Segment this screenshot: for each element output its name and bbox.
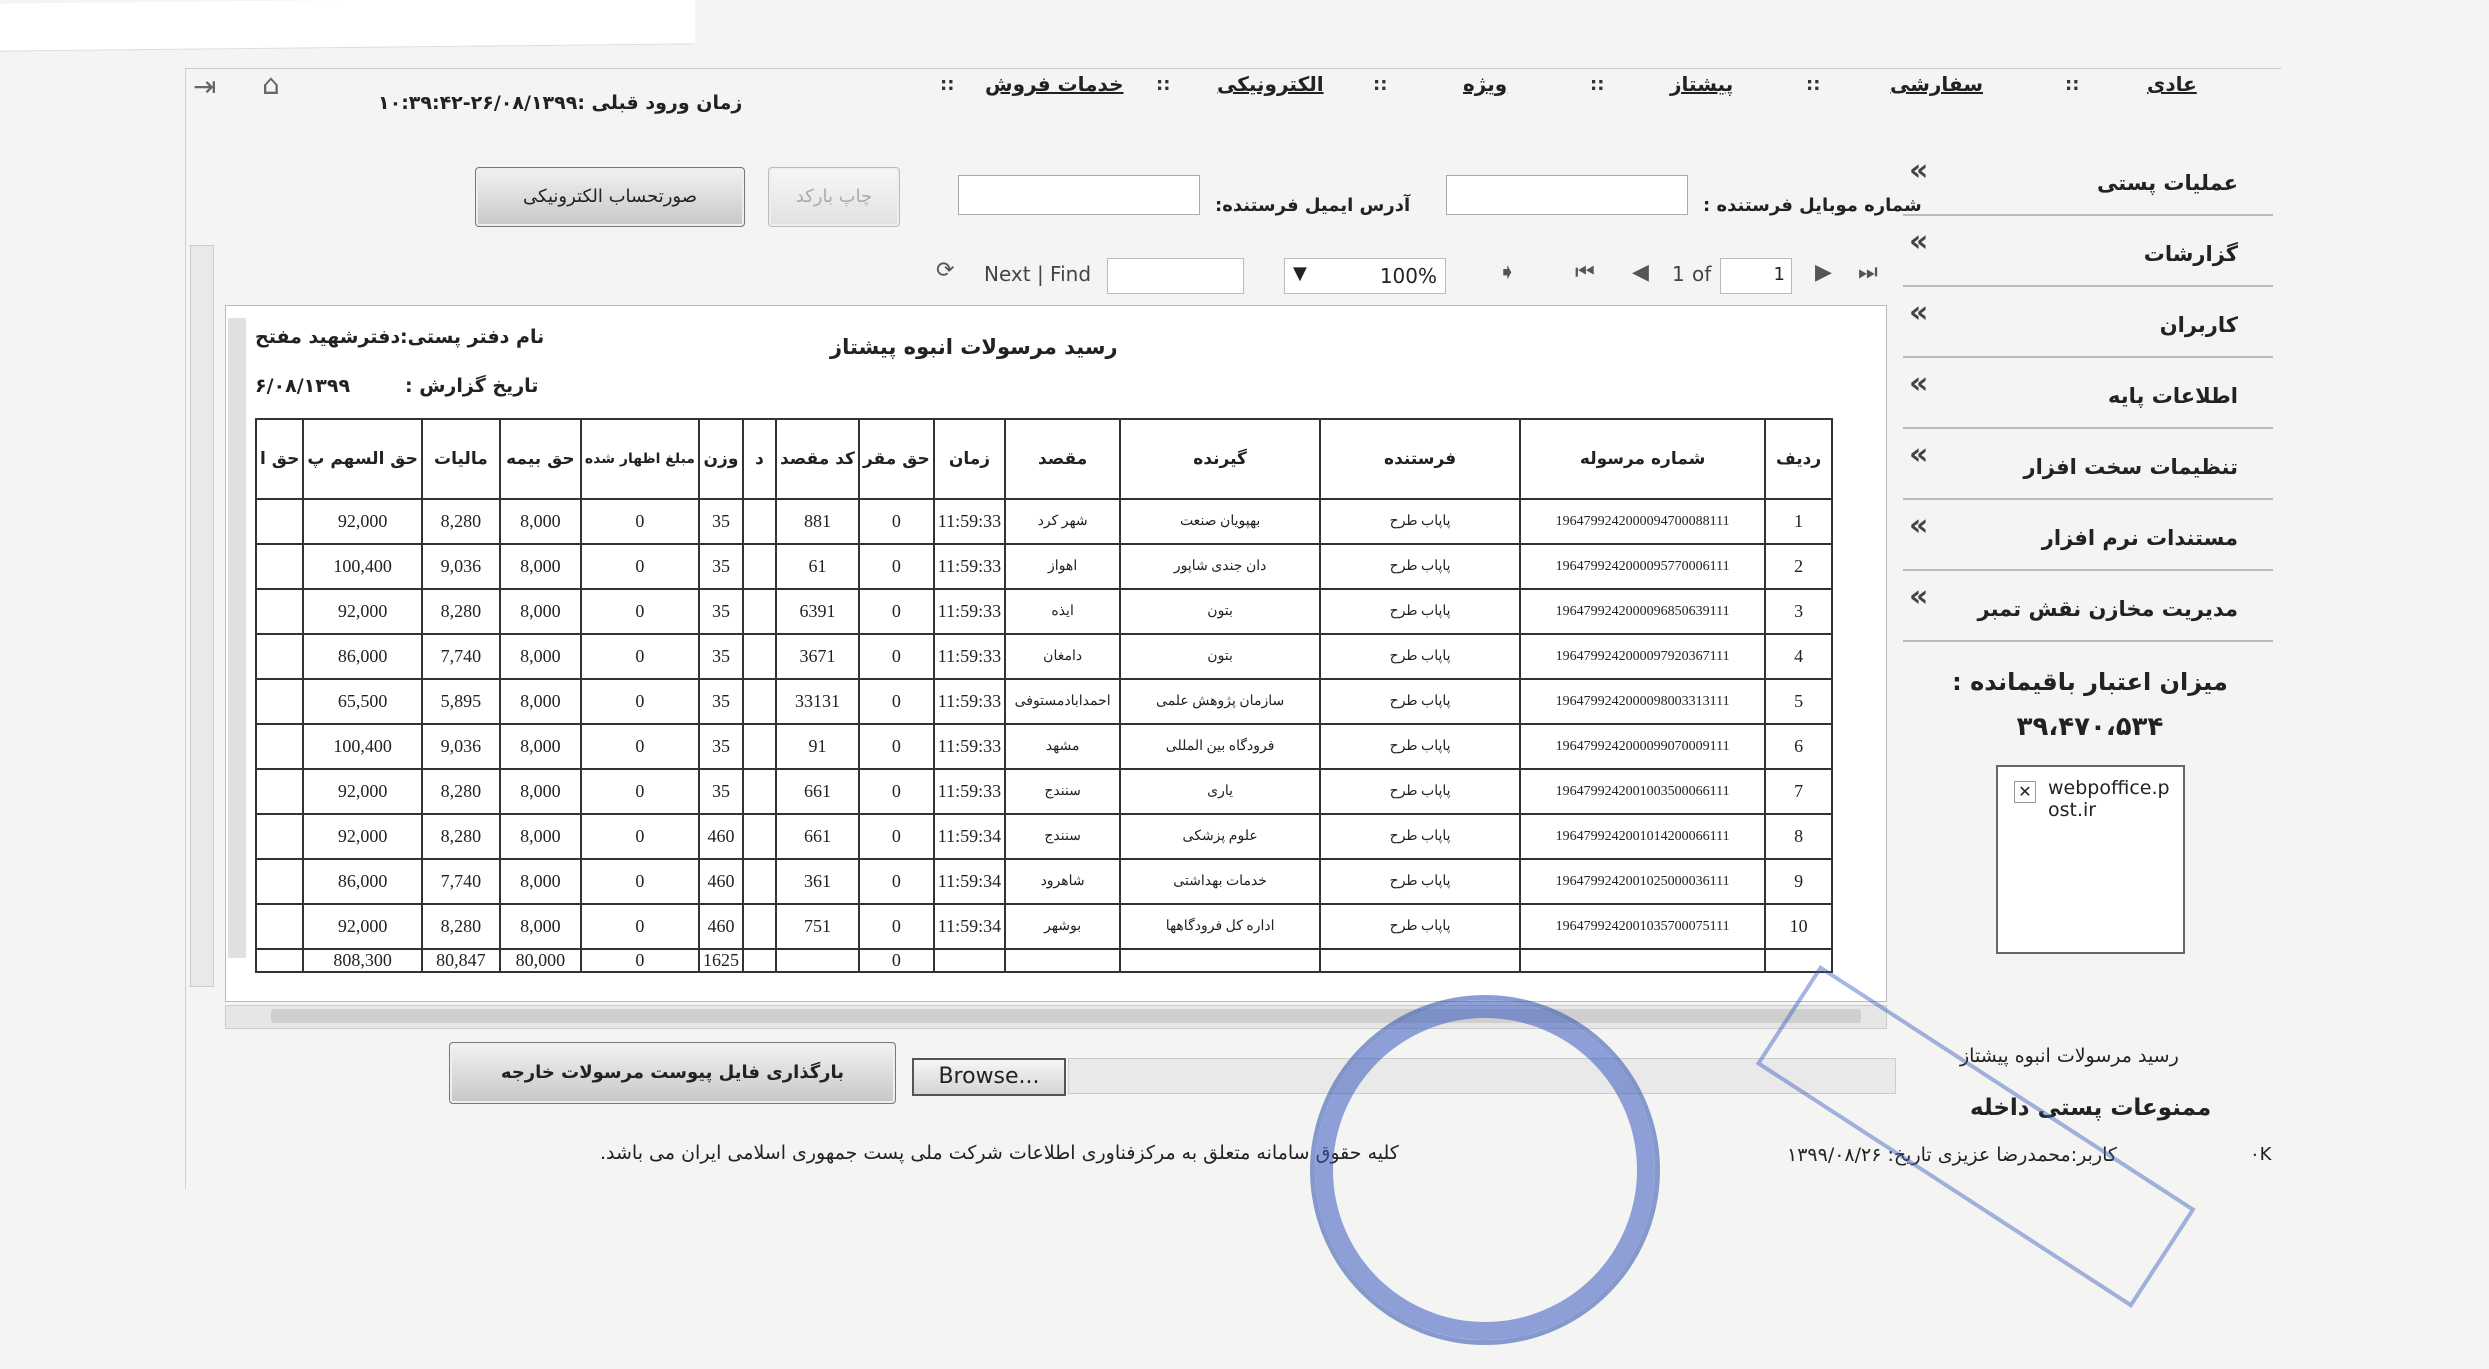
table-cell: 0 <box>581 634 699 679</box>
table-cell: علوم پزشکی <box>1120 814 1320 859</box>
table-cell: خدمات بهداشتی <box>1120 859 1320 904</box>
table-cell: 0 <box>859 544 934 589</box>
table-cell: 1964799242000096850639111 <box>1520 589 1765 634</box>
nav-item-adi[interactable]: عادی <box>2147 72 2197 96</box>
table-cell: بهپویان صنعت <box>1120 499 1320 544</box>
table-cell: 65,500 <box>303 679 422 724</box>
sidebar-item-label: اطلاعات پایه <box>2108 384 2238 408</box>
table-cell: سازمان پژوهش علمی <box>1120 679 1320 724</box>
table-cell: 0 <box>581 724 699 769</box>
table-cell: 0 <box>859 634 934 679</box>
total-cell: 0 <box>859 949 934 972</box>
report-title: رسید مرسولات انبوه پیشتاز <box>830 335 1118 359</box>
chevron-icon: « <box>1909 153 1929 188</box>
page-total: 1 <box>1672 262 1685 286</box>
table-cell: 35 <box>699 769 743 814</box>
col-header: شماره مرسوله <box>1520 419 1765 499</box>
nav-separator: :: <box>1590 74 1605 95</box>
table-cell: 0 <box>859 724 934 769</box>
nav-separator: :: <box>940 74 955 95</box>
table-cell: پاپاب طرح <box>1320 634 1520 679</box>
table-cell: 7 <box>1765 769 1832 814</box>
table-cell: 92,000 <box>303 769 422 814</box>
table-cell: 881 <box>776 499 859 544</box>
table-cell: 10 <box>1765 904 1832 949</box>
forbidden-items-link[interactable]: ممنوعات پستی داخله <box>1970 1095 2212 1121</box>
chevron-icon: « <box>1909 224 1929 259</box>
office-label: نام دفتر پستی: <box>400 326 545 348</box>
table-cell: 0 <box>859 679 934 724</box>
user-and-date: کاربر:محمدرضا عزیزی تاریخ: ۱۳۹۹/۰۸/۲۶ <box>1787 1144 2117 1166</box>
version-label: ۰K <box>2250 1144 2272 1165</box>
nav-item-sefareshi[interactable]: سفارشی <box>1890 72 1983 96</box>
sidebar-item-label: عملیات پستی <box>2097 171 2238 195</box>
table-cell: 5 <box>1765 679 1832 724</box>
table-cell: 1964799242001014200066111 <box>1520 814 1765 859</box>
table-cell: 8,280 <box>422 769 500 814</box>
report-date-value: ۶/۰۸/۱۳۹۹ <box>255 375 351 397</box>
table-cell: 8,280 <box>422 814 500 859</box>
sidebar-item-label: مستندات نرم افزار <box>2041 526 2238 550</box>
office-value: دفترشهید مفتح <box>255 326 401 348</box>
table-cell: 35 <box>699 634 743 679</box>
refresh-icon[interactable]: ⟳ <box>936 258 955 283</box>
table-cell: 0 <box>859 814 934 859</box>
table-cell: 4 <box>1765 634 1832 679</box>
table-cell: 8,000 <box>500 634 581 679</box>
table-cell: 3671 <box>776 634 859 679</box>
table-cell: اداره کل فرودگاهها <box>1120 904 1320 949</box>
col-header: مالیات <box>422 419 500 499</box>
table-cell: 8,000 <box>500 679 581 724</box>
page-value: 1 <box>1773 264 1785 285</box>
table-cell: 9,036 <box>422 724 500 769</box>
table-cell: مشهد <box>1005 724 1120 769</box>
table-cell: 91 <box>776 724 859 769</box>
col-header: زمان <box>934 419 1005 499</box>
col-header: فرستنده <box>1320 419 1520 499</box>
nav-separator: :: <box>1806 74 1821 95</box>
table-cell: 11:59:33 <box>934 769 1005 814</box>
table-cell: 7,740 <box>422 634 500 679</box>
col-header: د <box>743 419 776 499</box>
table-cell: 460 <box>699 859 743 904</box>
table-cell: 0 <box>581 499 699 544</box>
nav-item-electronic[interactable]: الکترونیکی <box>1217 72 1324 96</box>
table-cell: 2 <box>1765 544 1832 589</box>
print-barcode-button[interactable]: چاپ بارکد <box>768 167 900 227</box>
table-cell: بتون <box>1120 589 1320 634</box>
report-date-label: تاریخ گزارش : <box>405 375 539 397</box>
table-cell: 9 <box>1765 859 1832 904</box>
table-cell: دامغان <box>1005 634 1120 679</box>
table-cell: 8,000 <box>500 814 581 859</box>
page-frame <box>185 68 2281 1189</box>
table-cell: 100,400 <box>303 724 422 769</box>
table-cell: 92,000 <box>303 499 422 544</box>
table-cell: 8,280 <box>422 904 500 949</box>
exit-icon[interactable]: ⇥ <box>193 70 217 103</box>
table-cell: 0 <box>581 589 699 634</box>
table-cell: 61 <box>776 544 859 589</box>
table-cell: 661 <box>776 769 859 814</box>
browse-button[interactable]: Browse... <box>912 1058 1066 1096</box>
table-cell: 0 <box>859 499 934 544</box>
table-cell: پاپاب طرح <box>1320 679 1520 724</box>
table-cell: 35 <box>699 499 743 544</box>
link-text: webpoffice.post.ir <box>2048 777 2170 821</box>
table-cell: 11:59:33 <box>934 544 1005 589</box>
table-cell: 100,400 <box>303 544 422 589</box>
table-cell: 0 <box>581 769 699 814</box>
table-cell: 661 <box>776 814 859 859</box>
table-cell: 8,280 <box>422 499 500 544</box>
table-cell: 0 <box>581 544 699 589</box>
table-cell: 1964799242001025000036111 <box>1520 859 1765 904</box>
chevron-icon: « <box>1909 366 1929 401</box>
table-cell: پاپاب طرح <box>1320 499 1520 544</box>
table-cell: یاری <box>1120 769 1320 814</box>
nav-separator: :: <box>1156 74 1171 95</box>
table-cell: 35 <box>699 679 743 724</box>
sidebar-item-label: مدیریت مخازن نقش تمبر <box>1977 597 2238 621</box>
sidebar-item-label: کاربران <box>2159 313 2238 337</box>
table-cell: 5,895 <box>422 679 500 724</box>
table-cell: 8,000 <box>500 904 581 949</box>
total-cell: 0 <box>581 949 699 972</box>
torn-paper-strip <box>0 0 695 52</box>
table-cell: 8,000 <box>500 499 581 544</box>
home-icon[interactable]: ⌂ <box>262 68 280 101</box>
table-cell: پاپاب طرح <box>1320 904 1520 949</box>
table-cell: 9,036 <box>422 544 500 589</box>
table-cell: پاپاب طرح <box>1320 769 1520 814</box>
table-cell: 11:59:34 <box>934 904 1005 949</box>
table-cell: 1964799242000098003313111 <box>1520 679 1765 724</box>
table-cell: 1 <box>1765 499 1832 544</box>
chevron-down-icon: ▼ <box>1293 263 1307 284</box>
nav-item-sales-services[interactable]: خدمات فروش <box>985 72 1124 96</box>
table-cell: 0 <box>859 859 934 904</box>
table-cell: ایذه <box>1005 589 1120 634</box>
table-cell: شاهرود <box>1005 859 1120 904</box>
table-cell: بوشهر <box>1005 904 1120 949</box>
col-header: ردیف <box>1765 419 1832 499</box>
table-cell: 6391 <box>776 589 859 634</box>
table-cell: 1964799242001035700075111 <box>1520 904 1765 949</box>
table-cell: 11:59:33 <box>934 679 1005 724</box>
table-cell: 33131 <box>776 679 859 724</box>
next-page-icon[interactable]: ▶ <box>1815 260 1832 285</box>
table-cell: 460 <box>699 904 743 949</box>
last-page-icon[interactable]: ⏮ <box>1575 260 1595 285</box>
upload-attachment-button[interactable]: بارگذاری فایل پیوست مرسولات خارجه <box>449 1042 896 1104</box>
table-cell: 0 <box>581 814 699 859</box>
table-cell: 86,000 <box>303 634 422 679</box>
table-cell: اهواز <box>1005 544 1120 589</box>
total-cell: 808,300 <box>303 949 422 972</box>
table-cell: 11:59:33 <box>934 724 1005 769</box>
table-cell: 35 <box>699 589 743 634</box>
table-cell: 11:59:34 <box>934 859 1005 904</box>
table-cell: 35 <box>699 724 743 769</box>
credit-value: ۳۹،۴۷۰،۵۳۴ <box>2016 712 2164 742</box>
prev-page-icon[interactable]: ◀ <box>1632 260 1649 285</box>
col-header: حق السهم پ <box>303 419 422 499</box>
table-cell: 0 <box>859 769 934 814</box>
table-cell: 92,000 <box>303 814 422 859</box>
table-cell: 8,000 <box>500 589 581 634</box>
col-header: مبلغ اظهار شده <box>581 419 699 499</box>
table-cell: 751 <box>776 904 859 949</box>
table-cell: 3 <box>1765 589 1832 634</box>
table-cell: پاپاب طرح <box>1320 589 1520 634</box>
col-header: مقصد <box>1005 419 1120 499</box>
sidebar-item-label: گزارشات <box>2143 242 2238 266</box>
table-cell: پاپاب طرح <box>1320 859 1520 904</box>
col-header: گیرنده <box>1120 419 1320 499</box>
table-cell: پاپاب طرح <box>1320 814 1520 859</box>
table-cell: 0 <box>859 589 934 634</box>
mobile-label: شماره موبایل فرستنده : <box>1703 195 1922 216</box>
last-login-time: زمان ورود قبلی :۲۶/۰۸/۱۳۹۹-۱۰:۳۹:۴۲ <box>378 92 743 114</box>
table-cell: شهر کرد <box>1005 499 1120 544</box>
table-cell: 1964799242001003500066111 <box>1520 769 1765 814</box>
table-cell: بتون <box>1120 634 1320 679</box>
find-next-label[interactable]: Next | Find <box>984 262 1092 286</box>
chevron-icon: « <box>1909 579 1929 614</box>
copyright-text: کلیه حقوق سامانه متعلق به مرکزفناوری اطلاعات شرکت ملی پست جمهوری اسلامی ایران می باشد. <box>600 1142 1399 1164</box>
electronic-invoice-button[interactable]: صورتحساب الکترونیکی <box>475 167 745 227</box>
table-cell: 11:59:33 <box>934 589 1005 634</box>
table-cell: احمدابادمستوفی <box>1005 679 1120 724</box>
col-header: وزن <box>699 419 743 499</box>
table-cell: 86,000 <box>303 859 422 904</box>
table-cell: 8 <box>1765 814 1832 859</box>
table-cell: پاپاب طرح <box>1320 544 1520 589</box>
table-cell: سنندج <box>1005 769 1120 814</box>
chevron-icon: « <box>1909 437 1929 472</box>
table-cell: 35 <box>699 544 743 589</box>
total-cell: 1625 <box>699 949 743 972</box>
table-cell: سنندج <box>1005 814 1120 859</box>
table-cell: 92,000 <box>303 904 422 949</box>
table-cell: فرودگاه بین المللی <box>1120 724 1320 769</box>
credit-label: میزان اعتبار باقیمانده : <box>1952 668 2228 696</box>
table-cell: 7,740 <box>422 859 500 904</box>
table-cell: 8,000 <box>500 544 581 589</box>
table-cell: 1964799242000097920367111 <box>1520 634 1765 679</box>
table-cell: 0 <box>859 904 934 949</box>
chevron-icon: « <box>1909 508 1929 543</box>
table-cell: 0 <box>581 904 699 949</box>
page-of-label: of <box>1692 262 1712 286</box>
nav-separator: :: <box>2065 74 2080 95</box>
col-header: حق ا <box>256 419 303 499</box>
table-cell: 1964799242000094700088111 <box>1520 499 1765 544</box>
table-cell: 0 <box>581 859 699 904</box>
table-cell: 11:59:33 <box>934 634 1005 679</box>
table-cell: 361 <box>776 859 859 904</box>
table-cell: 8,000 <box>500 724 581 769</box>
nav-item-pishtaz[interactable]: پیشتاز <box>1670 72 1734 96</box>
table-cell: پاپاب طرح <box>1320 724 1520 769</box>
sidebar-item-label: تنظیمات سخت افزار <box>2023 455 2238 479</box>
table-cell: 1964799242000095770006111 <box>1520 544 1765 589</box>
table-cell: 8,000 <box>500 859 581 904</box>
chevron-icon: « <box>1909 295 1929 330</box>
nav-separator: :: <box>1373 74 1388 95</box>
receipt-note-link[interactable]: رسید مرسولات انبوه پیشتاز <box>1960 1045 2179 1067</box>
table-cell: 1964799242000099070009111 <box>1520 724 1765 769</box>
table-cell: 11:59:34 <box>934 814 1005 859</box>
table-cell: 8,280 <box>422 589 500 634</box>
table-cell: 92,000 <box>303 589 422 634</box>
col-header: حق مقر <box>859 419 934 499</box>
zoom-value: 100% <box>1379 264 1437 288</box>
table-cell: 8,000 <box>500 769 581 814</box>
total-cell: 80,000 <box>500 949 581 972</box>
broken-image-icon: ✕ <box>2014 781 2036 803</box>
first-page-icon[interactable]: ⏭ <box>1858 260 1878 285</box>
table-cell: 11:59:33 <box>934 499 1005 544</box>
email-label: آدرس ایمیل فرستنده: <box>1215 195 1411 216</box>
table-cell: 0 <box>581 679 699 724</box>
table-cell: 6 <box>1765 724 1832 769</box>
table-cell: 460 <box>699 814 743 859</box>
col-header: حق بیمه <box>500 419 581 499</box>
table-cell: دان جندی شاپور <box>1120 544 1320 589</box>
col-header: کد مقصد <box>776 419 859 499</box>
total-cell: 80,847 <box>422 949 500 972</box>
nav-item-vizhe[interactable]: ویژه <box>1463 72 1508 96</box>
export-icon[interactable]: ➧ <box>1498 260 1517 285</box>
